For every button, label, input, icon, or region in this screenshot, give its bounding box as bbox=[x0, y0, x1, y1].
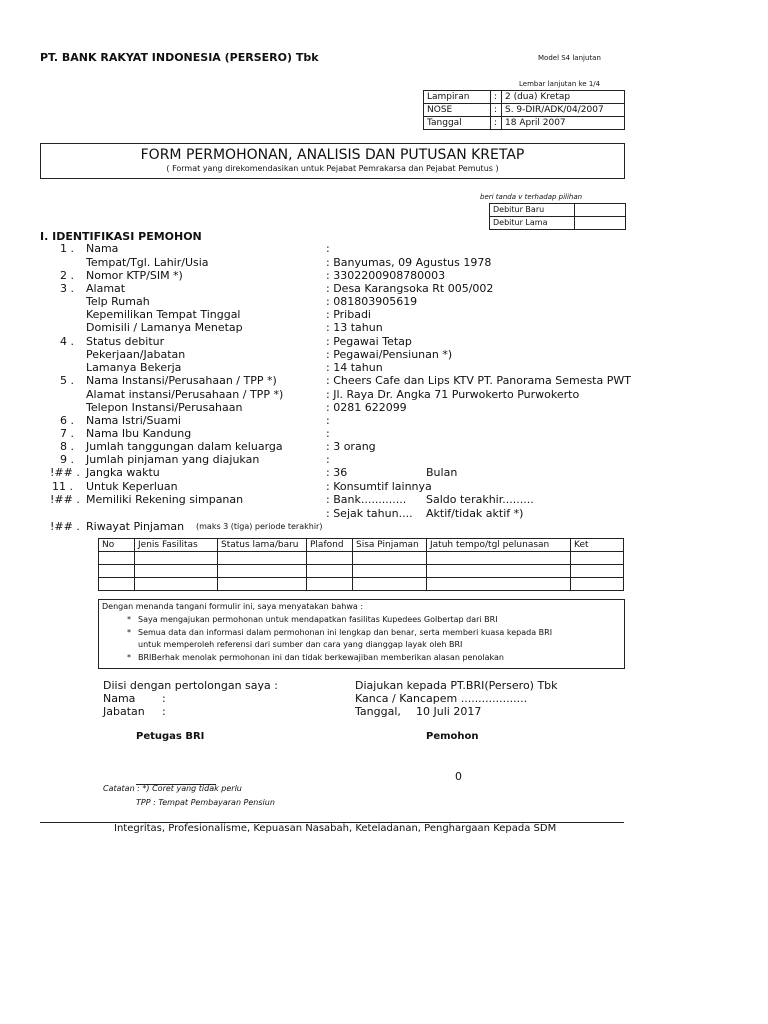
form-subtitle: ( Format yang direkomendasikan untuk Pejabat Pemrakarsa dan Pejabat Pemutus ) bbox=[166, 164, 499, 173]
ident-row bbox=[0, 335, 768, 348]
ident-row bbox=[0, 269, 768, 282]
ident-value: : 36 bbox=[326, 466, 348, 479]
ident-extra: Bulan bbox=[426, 466, 458, 479]
ident-value: : bbox=[326, 453, 330, 466]
loan-header-row bbox=[99, 539, 624, 552]
helper-nama-colon: : bbox=[162, 692, 166, 705]
ident-value: : 081803905619 bbox=[326, 295, 418, 308]
meta-label: NOSE bbox=[424, 104, 491, 117]
ident-value: : 3 orang bbox=[326, 440, 376, 453]
ident-row bbox=[0, 295, 768, 308]
statement-box bbox=[98, 599, 625, 669]
loan-header-cell: Ket bbox=[571, 539, 624, 552]
ident-no: !## . bbox=[50, 520, 80, 533]
ident-row bbox=[0, 440, 768, 453]
sheet-label: Lembar lanjutan ke 1/4 bbox=[519, 80, 601, 88]
statement-continuation: untuk memperoleh referensi dari sumber dan cara yang dianggap layak oleh BRI bbox=[138, 640, 463, 649]
ident-row bbox=[0, 361, 768, 374]
ident-row bbox=[0, 466, 768, 479]
model-label: Model S4 lanjutan bbox=[538, 54, 601, 62]
meta-table bbox=[423, 90, 625, 130]
ident-value: : Pribadi bbox=[326, 308, 371, 321]
ident-label: Memiliki Rekening simpanan bbox=[86, 493, 244, 506]
ident-label: Jumlah pinjaman yang diajukan bbox=[86, 453, 260, 466]
note-tpp: TPP : Tempat Pembayaran Pensiun bbox=[136, 798, 275, 807]
helper-jabatan-label: Jabatan bbox=[103, 705, 145, 718]
ident-value: : Pegawai/Pensiunan *) bbox=[326, 348, 453, 361]
helper-jabatan-colon: : bbox=[162, 705, 166, 718]
form-title: FORM PERMOHONAN, ANALISIS DAN PUTUSAN KRETAP bbox=[140, 147, 525, 163]
ident-no: 3 . bbox=[60, 282, 74, 295]
meta-value: S. 9-DIR/ADK/04/2007 bbox=[502, 104, 625, 117]
ident-label: Telepon Instansi/Perusahaan bbox=[86, 401, 243, 414]
ident-no: !## . bbox=[50, 466, 80, 479]
submitted-to: Diajukan kepada PT.BRI(Persero) Tbk bbox=[355, 679, 558, 692]
pemohon-signature-value: 0 bbox=[455, 770, 462, 783]
loan-header-cell: Status lama/baru bbox=[218, 539, 307, 552]
meta-label: Lampiran bbox=[424, 91, 491, 104]
ident-label: Domisili / Lamanya Menetap bbox=[86, 321, 243, 334]
meta-row bbox=[424, 91, 625, 104]
ident-extra: Aktif/tidak aktif *) bbox=[426, 507, 524, 520]
ident-label: Riwayat Pinjaman bbox=[86, 520, 185, 533]
ident-label: Nama Instansi/Perusahaan / TPP *) bbox=[86, 374, 277, 387]
pemohon-label: Pemohon bbox=[426, 731, 479, 742]
ident-value: : 0281 622099 bbox=[326, 401, 407, 414]
riwayat-note: (maks 3 (tiga) periode terakhir) bbox=[196, 522, 323, 531]
ident-label: Nama bbox=[86, 242, 119, 255]
ident-label: Jangka waktu bbox=[86, 466, 160, 479]
loan-header-cell: Plafond bbox=[307, 539, 353, 552]
meta-row bbox=[424, 104, 625, 117]
ident-value: : Pegawai Tetap bbox=[326, 335, 412, 348]
ident-value: : Bank............. bbox=[326, 493, 407, 506]
ident-label: Pekerjaan/Jabatan bbox=[86, 348, 186, 361]
section-heading: I. IDENTIFIKASI PEMOHON bbox=[40, 230, 202, 243]
statement-bullet: * bbox=[127, 615, 131, 624]
debitur-option-lama: Debitur Lama bbox=[490, 217, 575, 230]
ident-label: Kepemilikan Tempat Tinggal bbox=[86, 308, 241, 321]
ident-no: 5 . bbox=[60, 374, 74, 387]
table-row bbox=[99, 578, 624, 591]
meta-label: Tanggal bbox=[424, 117, 491, 130]
ident-value: : 3302200908780003 bbox=[326, 269, 446, 282]
ident-value: : Desa Karangsoka Rt 005/002 bbox=[326, 282, 494, 295]
helper-nama-label: Nama bbox=[103, 692, 136, 705]
ident-label: Lamanya Bekerja bbox=[86, 361, 182, 374]
debitur-checkbox-lama[interactable] bbox=[575, 217, 626, 230]
meta-row bbox=[424, 117, 625, 130]
petugas-label: Petugas BRI bbox=[136, 731, 205, 742]
tanggal-label: Tanggal, bbox=[355, 705, 401, 718]
ident-value: : bbox=[326, 242, 330, 255]
loan-table bbox=[98, 538, 624, 591]
ident-label: Telp Rumah bbox=[86, 295, 150, 308]
ident-label: Jumlah tanggungan dalam keluarga bbox=[86, 440, 283, 453]
ident-value: : Banyumas, 09 Agustus 1978 bbox=[326, 256, 492, 269]
ident-row bbox=[0, 242, 768, 255]
ident-value: : bbox=[326, 414, 330, 427]
ident-value: : 14 tahun bbox=[326, 361, 383, 374]
kanca-line: Kanca / Kancapem ................... bbox=[355, 692, 528, 705]
statement-item: Semua data dan informasi dalam permohonan ini lengkap dan benar, serta memberi kuasa kepada BRI bbox=[138, 628, 553, 637]
meta-sep: : bbox=[491, 91, 502, 104]
note-catatan: Catatan : *) Coret yang tidak perlu bbox=[103, 784, 242, 793]
ident-row bbox=[0, 374, 768, 387]
statement-bullet: * bbox=[127, 628, 131, 637]
ident-row bbox=[0, 348, 768, 361]
ident-row bbox=[0, 507, 768, 520]
table-row bbox=[99, 565, 624, 578]
ident-label: Status debitur bbox=[86, 335, 165, 348]
form-title-box bbox=[40, 143, 625, 179]
ident-row-riwayat bbox=[0, 520, 768, 533]
ident-row bbox=[0, 321, 768, 334]
ident-label: Alamat instansi/Perusahaan / TPP *) bbox=[86, 388, 284, 401]
ident-no: 9 . bbox=[60, 453, 74, 466]
table-row bbox=[99, 552, 624, 565]
statement-item: Saya mengajukan permohonan untuk mendapatkan fasilitas Kupedees Golbertap dari BRI bbox=[138, 615, 498, 624]
ident-row bbox=[0, 480, 768, 493]
statement-item: BRIBerhak menolak permohonan ini dan tidak berkewajiban memberikan alasan penolakan bbox=[138, 653, 504, 662]
ident-value: : Sejak tahun.... bbox=[326, 507, 413, 520]
loan-header-cell: Sisa Pinjaman bbox=[353, 539, 427, 552]
meta-value: 2 (dua) Kretap bbox=[502, 91, 625, 104]
ident-value: : 13 tahun bbox=[326, 321, 383, 334]
meta-value: 18 April 2007 bbox=[502, 117, 625, 130]
ident-value: : Konsumtif lainnya bbox=[326, 480, 432, 493]
ident-row bbox=[0, 388, 768, 401]
ident-row bbox=[0, 414, 768, 427]
ident-row bbox=[0, 308, 768, 321]
loan-header-cell: Jenis Fasilitas bbox=[135, 539, 218, 552]
ident-label: Nomor KTP/SIM *) bbox=[86, 269, 183, 282]
ident-extra: Saldo terakhir......... bbox=[426, 493, 534, 506]
ident-row bbox=[0, 256, 768, 269]
ident-no: 11 . bbox=[52, 480, 73, 493]
ident-row bbox=[0, 453, 768, 466]
ident-label: Nama Ibu Kandung bbox=[86, 427, 192, 440]
ident-label: Untuk Keperluan bbox=[86, 480, 178, 493]
ident-no: 4 . bbox=[60, 335, 74, 348]
company-name: PT. BANK RAKYAT INDONESIA (PERSERO) Tbk bbox=[40, 51, 319, 64]
ident-row bbox=[0, 427, 768, 440]
debitur-hint: beri tanda v terhadap pilihan bbox=[480, 193, 583, 201]
meta-sep: : bbox=[491, 117, 502, 130]
ident-no: !## . bbox=[50, 493, 80, 506]
loan-header-cell: Jatuh tempo/tgl pelunasan bbox=[427, 539, 571, 552]
loan-header-cell: No bbox=[99, 539, 135, 552]
statement-intro: Dengan menanda tangani formulir ini, saya menyatakan bahwa : bbox=[102, 602, 364, 611]
ident-row bbox=[0, 282, 768, 295]
statement-bullet: * bbox=[127, 653, 131, 662]
meta-sep: : bbox=[491, 104, 502, 117]
ident-label: Alamat bbox=[86, 282, 126, 295]
ident-no: 6 . bbox=[60, 414, 74, 427]
ident-label: Nama Istri/Suami bbox=[86, 414, 181, 427]
helper-heading: Diisi dengan pertolongan saya : bbox=[103, 679, 278, 692]
debitur-option-baru: Debitur Baru bbox=[490, 204, 575, 217]
ident-row bbox=[0, 493, 768, 506]
ident-no: 1 . bbox=[60, 242, 74, 255]
tanggal-value: 10 Juli 2017 bbox=[416, 705, 482, 718]
debitur-checkbox-baru[interactable] bbox=[575, 204, 626, 217]
ident-no: 7 . bbox=[60, 427, 74, 440]
ident-label: Tempat/Tgl. Lahir/Usia bbox=[86, 256, 209, 269]
ident-value: : Cheers Cafe dan Lips KTV PT. Panorama Semesta PWT bbox=[326, 374, 631, 387]
ident-value: : bbox=[326, 427, 330, 440]
ident-row bbox=[0, 401, 768, 414]
ident-no: 2 . bbox=[60, 269, 74, 282]
ident-no: 8 . bbox=[60, 440, 74, 453]
debitur-table bbox=[489, 203, 626, 230]
ident-value: : Jl. Raya Dr. Angka 71 Purwokerto Purwokerto bbox=[326, 388, 580, 401]
footer-values: Integritas, Profesionalisme, Kepuasan Nasabah, Keteladanan, Penghargaan Kepada SDM bbox=[114, 823, 557, 834]
